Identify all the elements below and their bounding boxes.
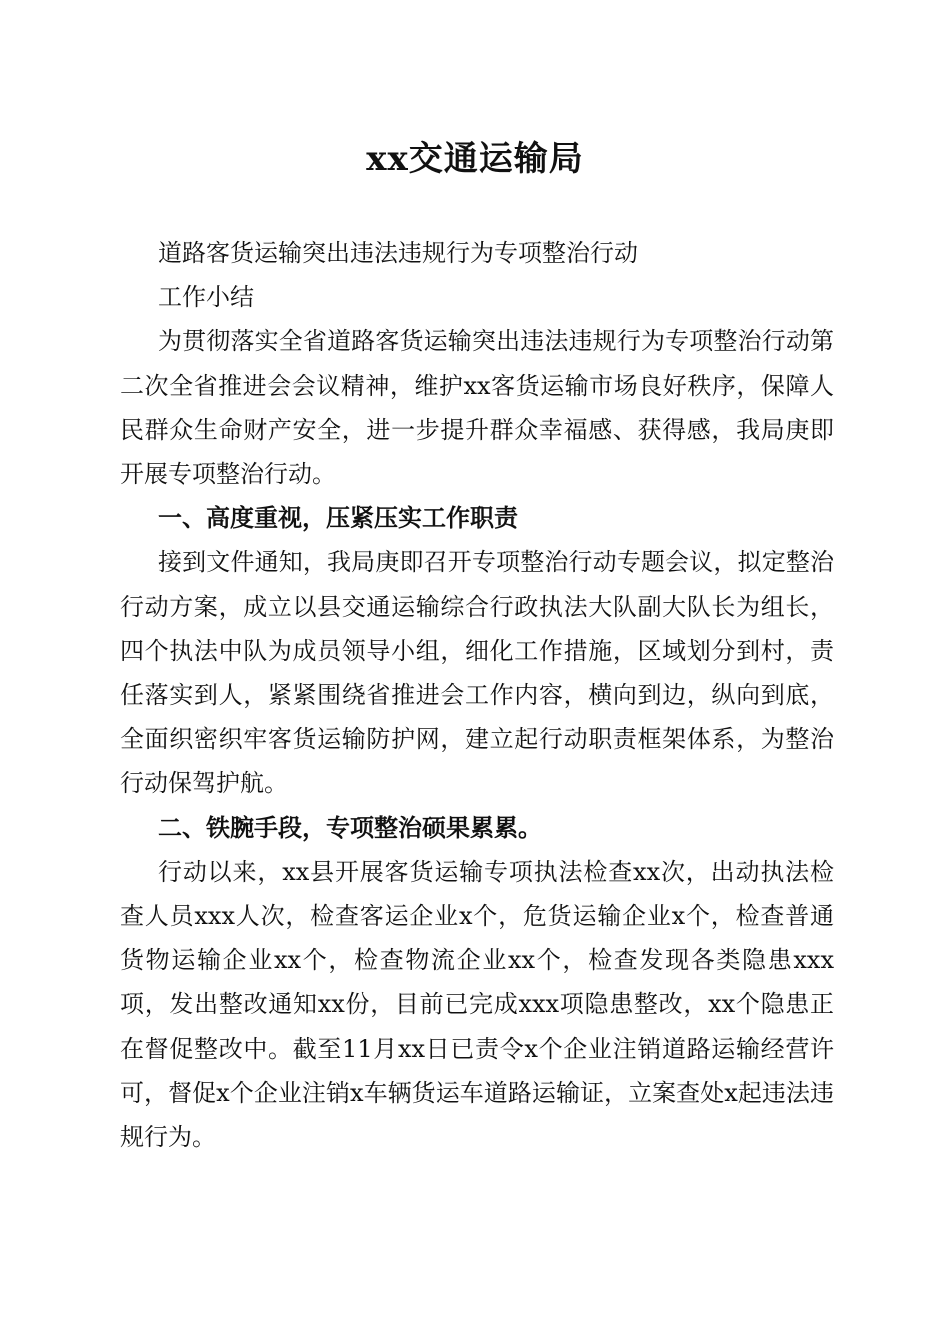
section-2-paragraph: 行动以来，xx县开展客货运输专项执法检查xx次，出动执法检查人员xxx人次，检查客运企业x个，危货运输企业x个，检查普通货物运输企业xx个，检查物流企业xx个，检查发现各类隐患xxx项，发出整改通知xx份，目前已完成xxx项隐患整改，xx个隐患正在督促整改中。截至11月xx日已责令x个企业注销道路运输经营许可，督促x个企业注销x车辆货运车道路运输证，立案查处x起违法违规行为。 — [120, 857, 834, 1152]
subtitle-line-2: 工作小结 — [158, 283, 254, 312]
document-title: xx交通运输局 — [366, 139, 584, 179]
section-1-heading: 一、高度重视，压紧压实工作职责 — [158, 504, 518, 533]
section-1-paragraph: 接到文件通知，我局庚即召开专项整治行动专题会议，拟定整治行动方案，成立以县交通运输综合行政执法大队副大队长为组长，四个执法中队为成员领导小组，细化工作措施，区域划分到村，责任落实到人，紧紧围绕省推进会工作内容，横向到边，纵向到底，全面织密织牢客货运输防护网，建立起行动职责框架体系，为整治行动保驾护航。 — [120, 548, 834, 798]
section-2-heading: 二、铁腕手段，专项整治硕果累累。 — [158, 813, 542, 842]
document-body — [120, 231, 834, 1159]
intro-paragraph: 为贯彻落实全省道路客货运输突出违法违规行为专项整治行动第二次全省推进会会议精神，维护xx客货运输市场良好秩序，保障人民群众生命财产安全，进一步提升群众幸福感、获得感，我局庚即开展专项整治行动。 — [120, 327, 834, 489]
subtitle-line-1: 道路客货运输突出违法违规行为专项整治行动 — [158, 239, 638, 267]
